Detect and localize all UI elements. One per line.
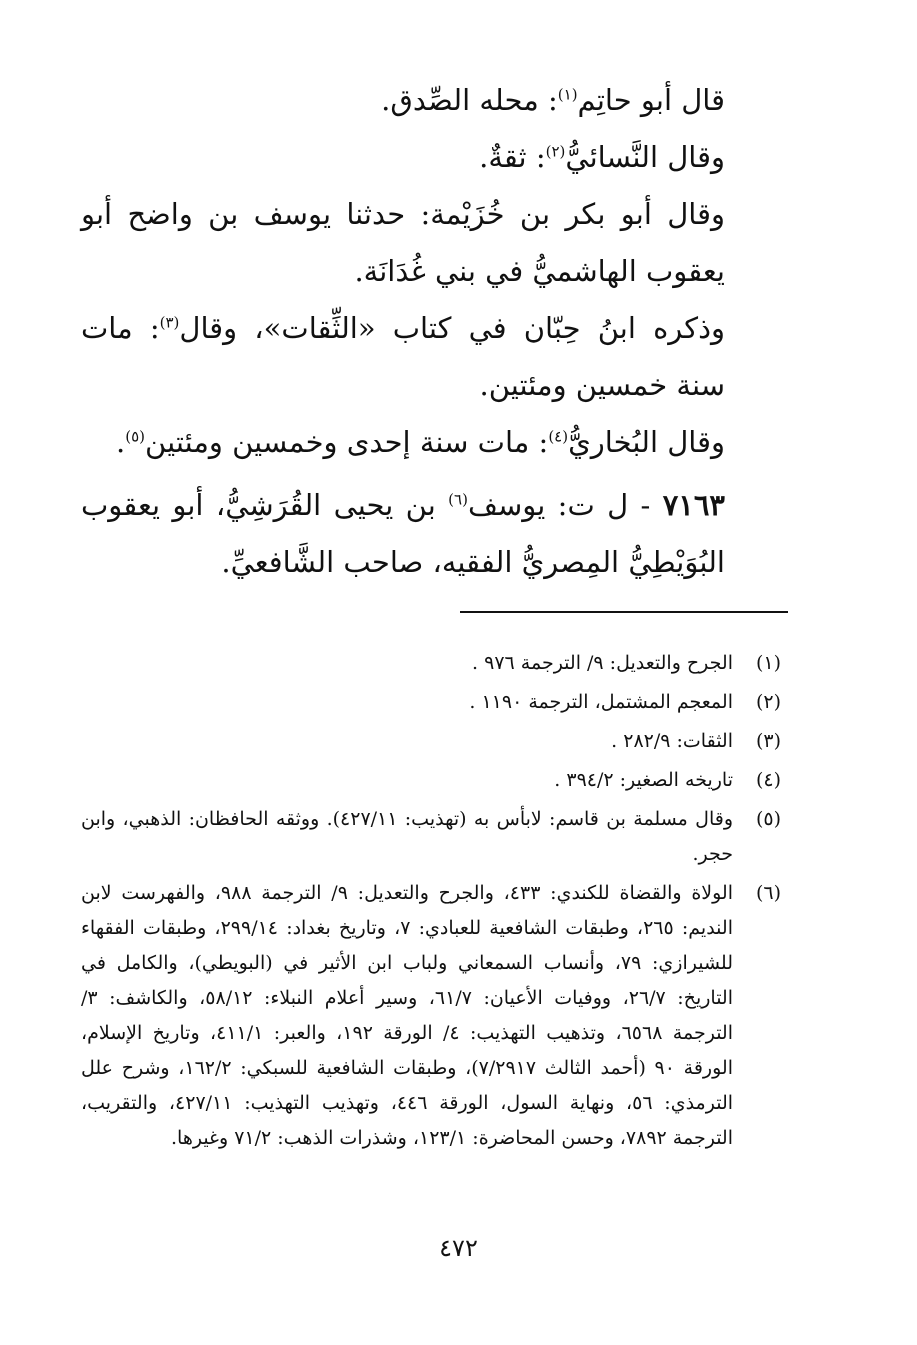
line-text: وقال البُخاريُّ bbox=[568, 425, 725, 459]
line-text: قال أبو حاتِم bbox=[577, 83, 725, 117]
footnote-text: وقال مسلمة بن قاسم: لابأس به (تهذيب: ٤٢٧/١١). ووثقه الحافظان: الذهبي، وابن حجر. bbox=[81, 808, 734, 865]
text-line-nasai bbox=[81, 129, 781, 186]
line-text: : مات سنة خمسين ومئتين. bbox=[81, 311, 725, 402]
footnote-ref: (٥) bbox=[125, 427, 146, 446]
footnote-text: الجرح والتعديل: ٩/ الترجمة ٩٧٦ . bbox=[472, 652, 733, 674]
line-text: : مات سنة إحدى وخمسين ومئتين bbox=[145, 425, 549, 459]
text-line-abu-hatim bbox=[81, 72, 781, 129]
text-line-bukhari bbox=[81, 414, 781, 471]
entry-name: يوسف bbox=[467, 488, 546, 522]
footnote-number: (٤) bbox=[755, 769, 781, 791]
footnote-ref: (٢) bbox=[545, 142, 566, 161]
text-line-ibn-khuzayma bbox=[81, 186, 781, 300]
entry-number: ٧١٦٣ bbox=[662, 488, 725, 522]
biography-entry-7163 bbox=[81, 477, 781, 591]
footnote-number: (٦) bbox=[755, 882, 781, 904]
text-line-ibn-hibban bbox=[81, 300, 781, 414]
line-text: وذكره ابنُ حِبّان في كتاب «الثِّقات»، وقال bbox=[179, 311, 725, 345]
footnote-separator bbox=[460, 611, 788, 613]
entry-text: بن يحيى القُرَشِيُّ، أبو يعقوب البُوَيْطِيُّ المِصريُّ الفقيه، صاحب الشَّافعيِّ. bbox=[81, 488, 725, 579]
footnote-ref: (٦) bbox=[448, 490, 468, 509]
footnote bbox=[81, 763, 781, 798]
line-text: وقال أبو بكر بن خُزَيْمة: حدثنا يوسف بن واضح أبو يعقوب الهاشميُّ في بني غُدَانَة. bbox=[81, 197, 725, 288]
line-text: : محله الصِّدق. bbox=[381, 83, 558, 117]
footnote-ref: (٣) bbox=[159, 313, 180, 332]
footnote-text: الثقات: ٢٨٢/٩ . bbox=[611, 730, 733, 752]
footnote-text: الولاة والقضاة للكندي: ٤٣٣، والجرح والتعديل: ٩/ الترجمة ٩٨٨، والفهرست لابن النديم: ٢٦٥، وطبقات الشافعية للعبادي: ٧، وتاريخ بغداد: ٢٩٩/١٤، وطبقات الفقهاء للشيرازي: ٧٩، وأنساب السمعاني ولباب ابن الأثير في (البويطي)، والكامل في التاريخ: ٢٦/٧، ووفيات الأعيان: ٦١/٧، وسير أعلام النبلاء: ٥٨/١٢، والكاشف: ٣/ الترجمة ٦٥٦٨، وتذهيب التهذيب: ٤/ الورقة ١٩٢، والعبر: ٤١١/١، وتاريخ الإسلام، الورقة ٩٠ (أحمد الثالث ٧/٢٩١٧)، وطبقات الشافعية للسبكي: ١٦٢/٢، وشرح علل الترمذي: ٥٦، ونهاية السول، الورقة ٤٤٦، وتهذيب التهذيب: ٤٢٧/١١، والتقريب، الترجمة ٧٨٩٢، وحسن المحاضرة: ١٢٣/١، وشذرات الذهب: ٧١/٢ وغيرها. bbox=[81, 882, 734, 1149]
footnote-number: (٣) bbox=[755, 730, 781, 752]
footnote-number: (٥) bbox=[755, 808, 781, 830]
footnote bbox=[81, 724, 781, 759]
footnote bbox=[81, 802, 781, 872]
footnote bbox=[81, 876, 781, 1156]
page-number: ٤٧٢ bbox=[439, 1234, 478, 1262]
footnote-text: تاريخه الصغير: ٣٩٤/٢ . bbox=[554, 769, 733, 791]
line-text: وقال النَّسائيُّ bbox=[565, 140, 725, 174]
footnote-ref: (٤) bbox=[548, 427, 569, 446]
main-text bbox=[81, 72, 781, 591]
footnote-text: المعجم المشتمل، الترجمة ١١٩٠ . bbox=[469, 691, 733, 713]
footnote-ref: (١) bbox=[557, 85, 578, 104]
footnote bbox=[81, 685, 781, 720]
footnotes bbox=[81, 646, 781, 1160]
footnote-number: (٢) bbox=[755, 691, 781, 713]
line-text: : ثقةٌ. bbox=[479, 140, 546, 174]
entry-codes: - ل ت: bbox=[557, 488, 651, 522]
footnote-number: (١) bbox=[755, 652, 781, 674]
line-text: . bbox=[116, 425, 126, 459]
footnote bbox=[81, 646, 781, 681]
